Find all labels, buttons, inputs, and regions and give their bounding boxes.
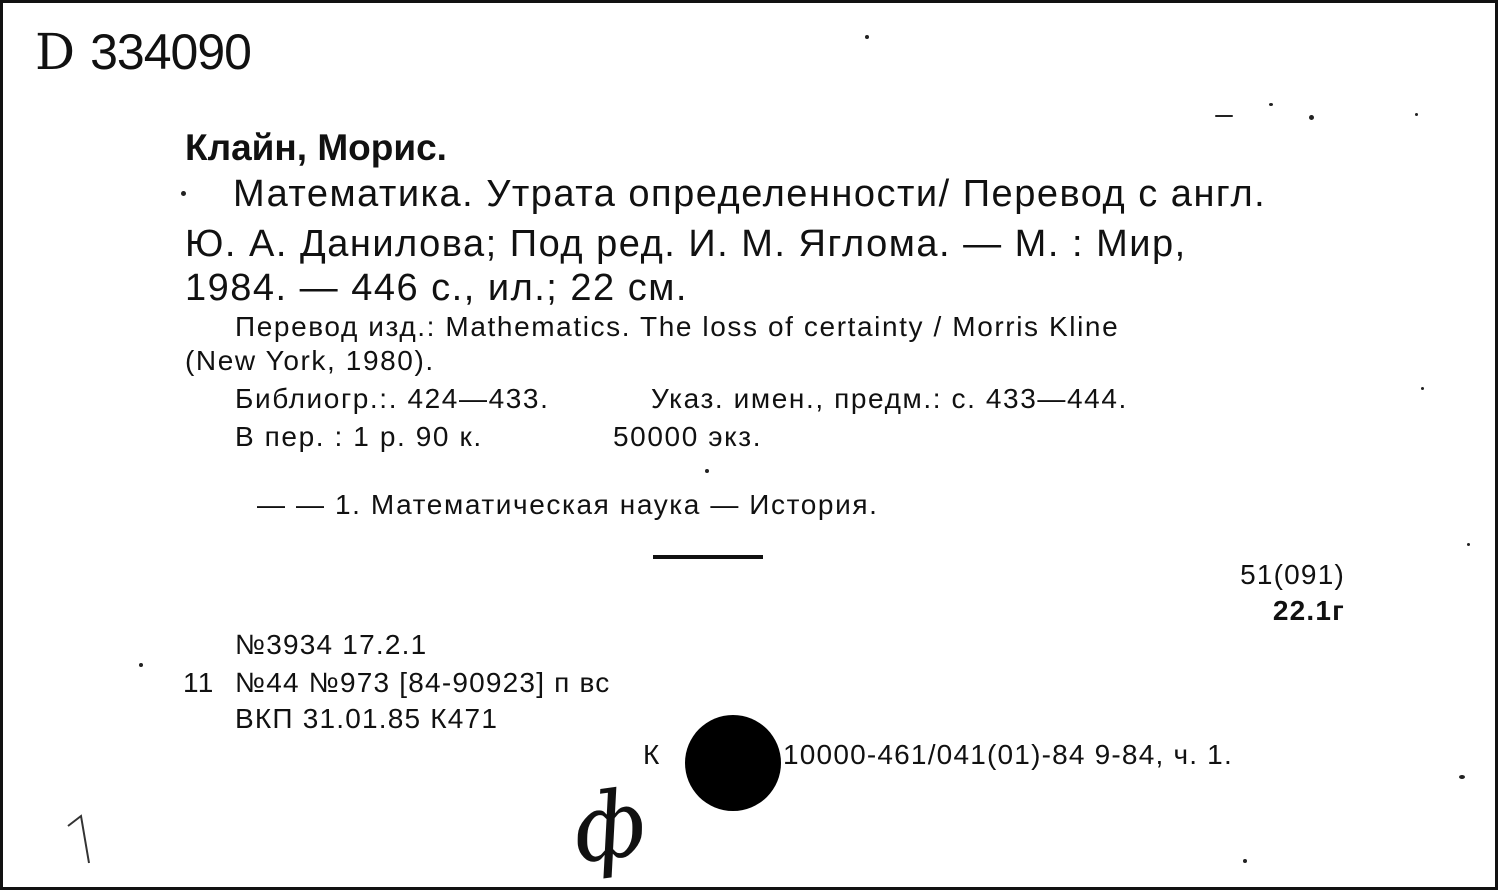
original-title-line-2: (New York, 1980). <box>185 345 435 376</box>
handwritten-mark: ф <box>565 768 653 885</box>
publisher-code: 10000-461/041(01)-84 9-84, ч. 1. <box>783 739 1233 770</box>
speck <box>1309 115 1314 120</box>
speck <box>1467 543 1470 546</box>
print-run: 50000 экз. <box>613 421 763 452</box>
speck <box>1243 859 1247 863</box>
subject-heading: — — 1. Математическая наука — История. <box>257 489 879 520</box>
publisher-code-prefix: К <box>643 739 661 770</box>
call-number-mark: D <box>35 23 75 81</box>
speck <box>1459 775 1465 779</box>
title-line-3: 1984. — 446 с., ил.; 22 см. <box>185 267 688 309</box>
speck <box>1415 113 1418 116</box>
original-title-line-1: Перевод изд.: Mathematics. The loss of certainty / Morris Kline <box>235 311 1120 342</box>
bbk-code: 22.1г <box>1272 595 1345 626</box>
speck <box>1215 115 1233 117</box>
author-heading: Клайн, Морис. <box>185 127 447 168</box>
divider-line <box>653 555 763 559</box>
speck <box>1421 387 1424 390</box>
speck <box>1269 103 1273 106</box>
speck <box>139 663 143 667</box>
speck <box>181 191 186 196</box>
udc-code: 51(091) <box>1240 559 1345 590</box>
title-line-1: Математика. Утрата определенности/ Перевод с англ. <box>233 173 1267 215</box>
record-line-1: №3934 17.2.1 <box>235 629 428 660</box>
call-number <box>35 23 251 81</box>
speck <box>705 469 709 473</box>
punch-hole <box>685 715 781 811</box>
pencil-mark <box>63 808 103 868</box>
speck <box>865 35 869 39</box>
title-line-2: Ю. А. Данилова; Под ред. И. М. Яглома. — М. : Мир, <box>185 223 1187 265</box>
bibliography-note: Библиогр.:. 424—433. <box>235 383 550 414</box>
record-line-2-prefix: 11 <box>183 667 215 698</box>
index-note: Указ. имен., предм.: с. 433—444. <box>651 383 1128 414</box>
binding-price: В пер. : 1 р. 90 к. <box>235 421 483 452</box>
record-line-2: №44 №973 [84-90923] п вс <box>235 667 611 698</box>
record-line-3: ВКП 31.01.85 К471 <box>235 703 499 734</box>
call-number-value: 334090 <box>90 24 251 80</box>
